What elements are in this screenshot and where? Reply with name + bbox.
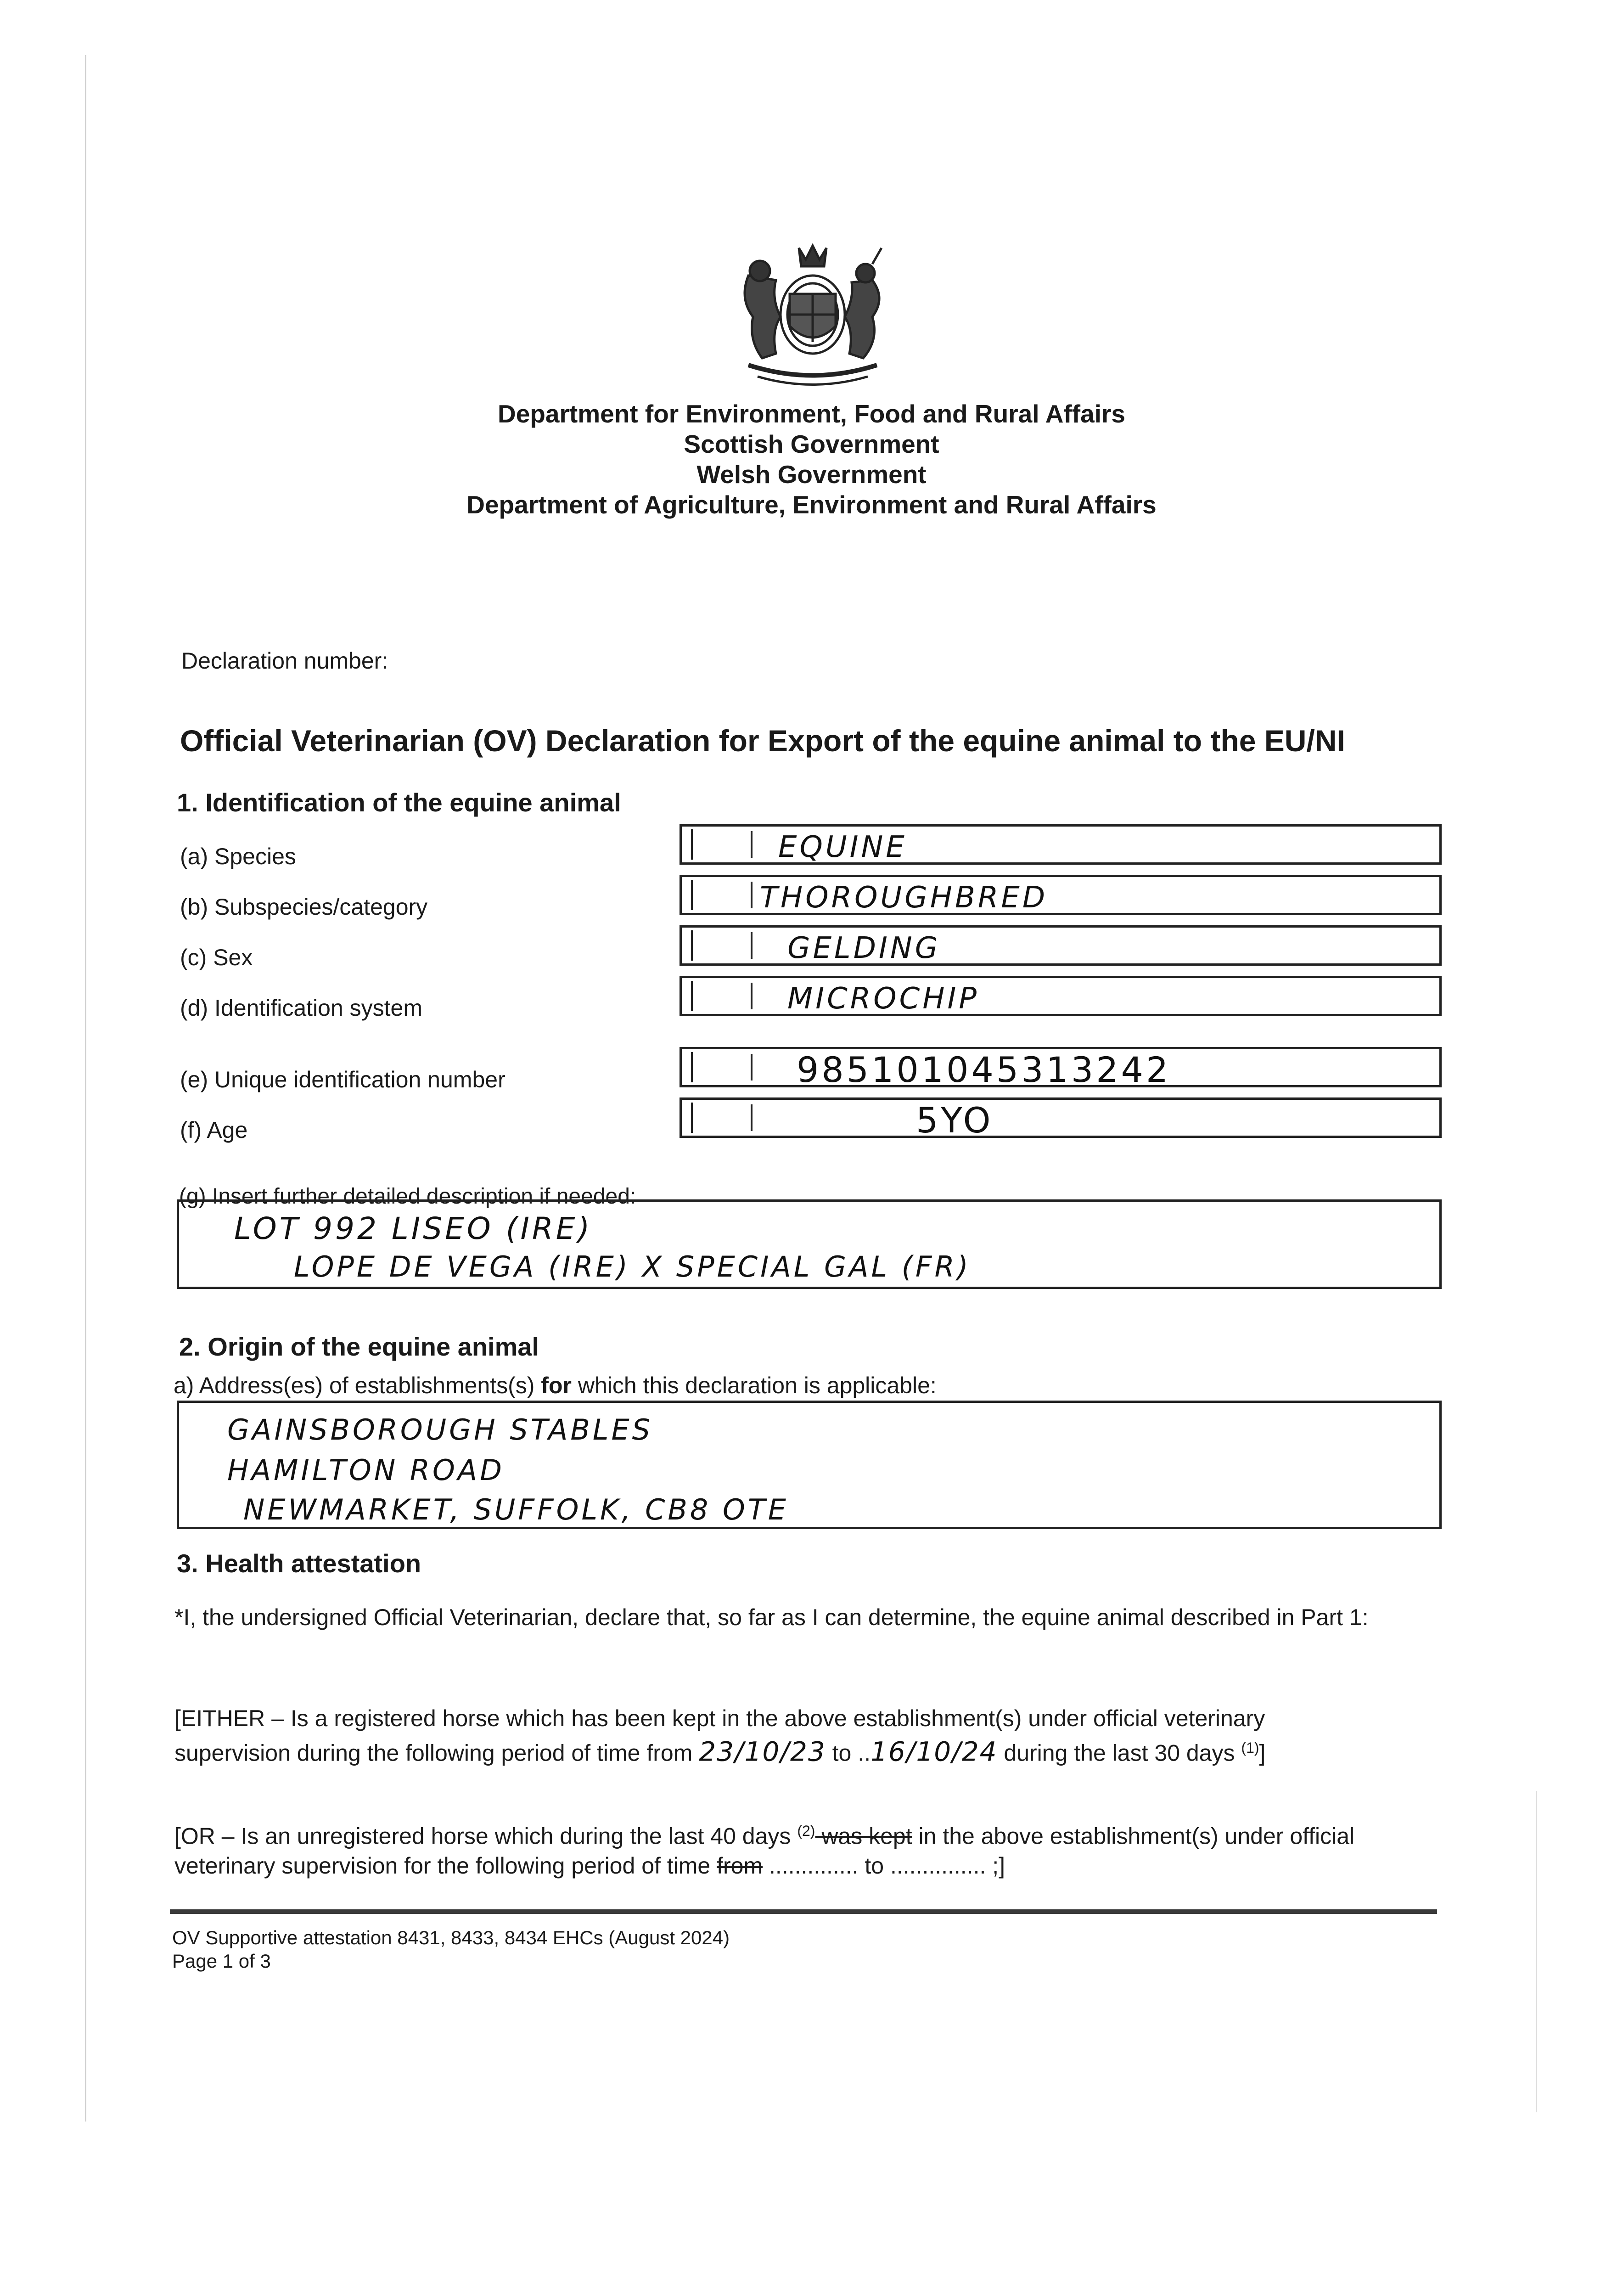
sex-label: (c) Sex <box>180 945 253 970</box>
section3-heading: 3. Health attestation <box>177 1549 421 1578</box>
age-field <box>680 1097 1442 1141</box>
scan-edge-line-right <box>1536 1791 1537 2112</box>
age-label: (f) Age <box>180 1117 248 1143</box>
identification-system-value: MICROCHIP <box>787 982 979 1016</box>
footer-rule <box>170 1909 1437 1914</box>
section2-sublabel: a) Address(es) of establishments(s) for which this declaration is applicable: <box>174 1373 937 1398</box>
address-line-1: GAINSBOROUGH STABLES <box>227 1413 653 1446</box>
species-field <box>680 824 1442 865</box>
species-label: (a) Species <box>180 844 296 869</box>
section2-heading: 2. Origin of the equine animal <box>179 1332 539 1361</box>
subspecies-label: (b) Subspecies/category <box>180 894 428 920</box>
sex-value: GELDING <box>787 931 941 965</box>
health-attestation-intro: *I, the undersigned Official Veterinarian, declare that, so far as I can determine, the equine animal described in Part 1: <box>174 1604 1369 1630</box>
address-box <box>177 1401 1442 1529</box>
or-struck-from: from <box>717 1852 763 1879</box>
subspecies-value: THOROUGHBRED <box>760 881 1048 915</box>
identification-system-label: (d) Identification system <box>180 995 422 1021</box>
either-to-date: 16/10/24 <box>870 1736 998 1767</box>
department-welsh-government: Welsh Government <box>696 460 927 489</box>
subspecies-field <box>680 875 1442 915</box>
species-value: EQUINE <box>778 830 907 864</box>
department-defra: Department for Environment, Food and Rural Affairs <box>498 400 1125 428</box>
identification-system-field <box>680 976 1442 1016</box>
unique-id-value: 985101045313242 <box>797 1049 1171 1090</box>
either-from-date: 23/10/23 <box>699 1736 826 1767</box>
further-description-line-2: LOPE DE VEGA (IRE) X SPECIAL GAL (FR) <box>294 1250 971 1283</box>
footer-page-number: Page 1 of 3 <box>172 1950 271 1972</box>
unique-id-field <box>680 1047 1442 1090</box>
scan-edge-line <box>85 55 86 2122</box>
declaration-number-label: Declaration number: <box>181 648 388 674</box>
sex-field <box>680 925 1442 966</box>
address-line-2: HAMILTON ROAD <box>227 1453 505 1487</box>
department-scottish-government: Scottish Government <box>684 430 939 458</box>
address-line-3: NEWMARKET, SUFFOLK, CB8 OTE <box>243 1493 789 1526</box>
royal-coat-of-arms-icon <box>721 239 904 395</box>
further-description-box <box>177 1199 1442 1289</box>
further-description-label: (g) Insert further detailed description if needed: <box>179 1184 636 1209</box>
page-title: Official Veterinarian (OV) Declaration for Export of the equine animal to the EU/NI <box>180 724 1345 758</box>
further-description-line-1: LOT 992 LISEO (IRE) <box>234 1211 593 1246</box>
or-clause: [OR – Is an unregistered horse which during the last 40 days $^{(2)}$ was kept in the above establishment(s) under official veterinary supervision for the following period of time from .............. to ............... ;] <box>174 1823 1355 1879</box>
age-value: 5YO <box>916 1100 994 1141</box>
or-struck-text: was kept <box>815 1823 912 1849</box>
unique-id-label: (e) Unique identification number <box>180 1067 505 1092</box>
section1-heading: 1. Identification of the equine animal <box>177 788 621 817</box>
footer-attestation: OV Supportive attestation 8431, 8433, 8434 EHCs (August 2024) <box>172 1927 730 1948</box>
either-clause: [EITHER – Is a registered horse which has been kept in the above establishment(s) under official veterinary supervision during the following period of time from 23/10/23 to ..16/10/24 during the last 30 days $^{(1)}$] <box>174 1705 1266 1767</box>
department-daera: Department of Agriculture, Environment and Rural Affairs <box>466 490 1157 519</box>
